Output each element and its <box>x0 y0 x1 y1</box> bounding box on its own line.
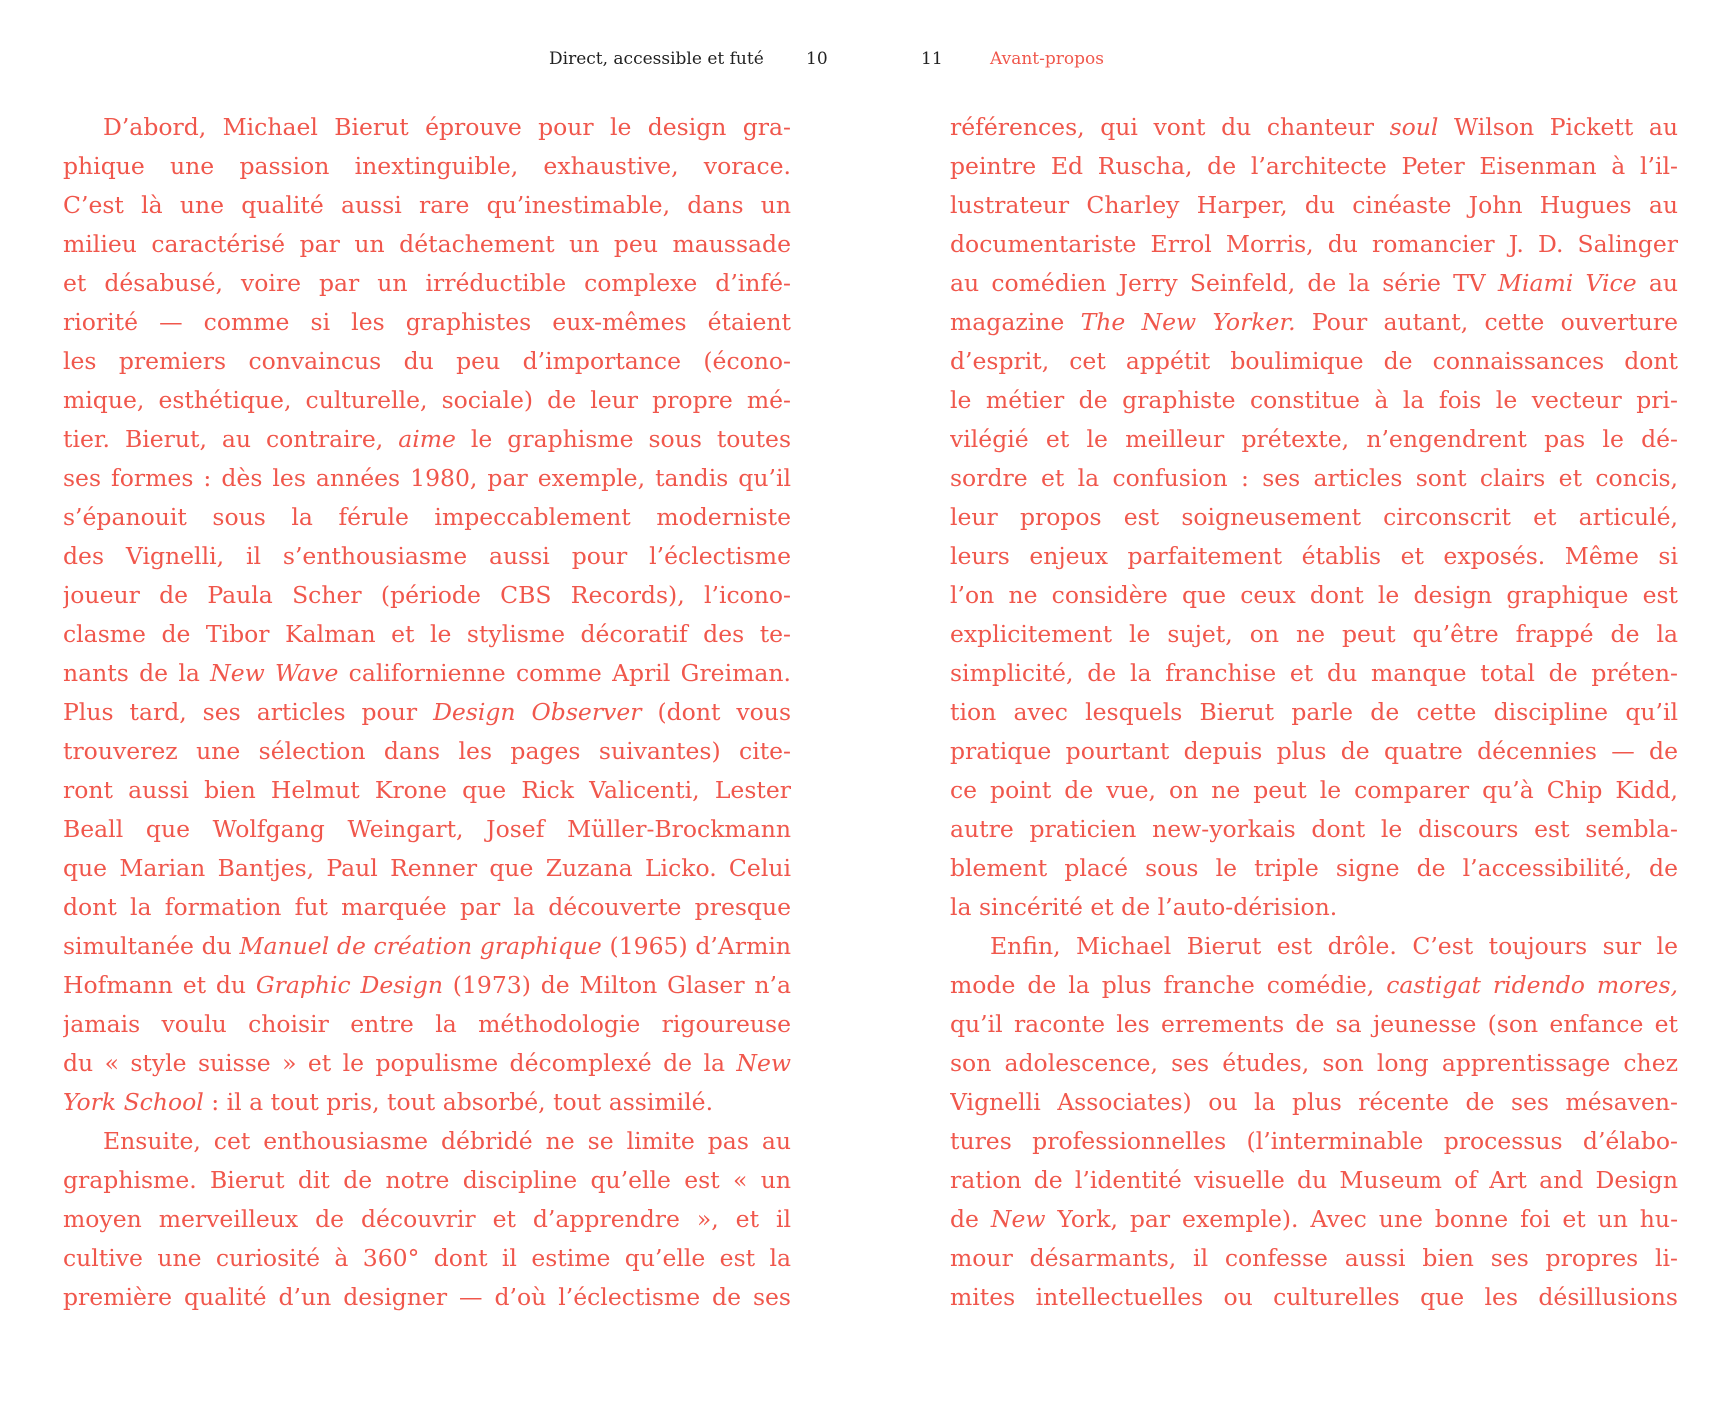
text-line: simultanée du Manuel de création graphique (1965) d’Armin <box>63 932 791 960</box>
text-line: de New York, par exemple). Avec une bonne foi et un hu- <box>950 1205 1678 1233</box>
text-line: clasme de Tibor Kalman et le stylisme décoratif des te- <box>63 620 791 648</box>
italic-phrase: Graphic Design <box>255 971 443 999</box>
text-line: blement placé sous le triple signe de l’accessibilité, de <box>950 854 1678 882</box>
text-line: son adolescence, ses études, son long apprentissage chez <box>950 1049 1678 1077</box>
italic-phrase: Miami Vice <box>1497 269 1637 297</box>
text-line: vilégié et le meilleur prétexte, n’engendrent pas le dé- <box>950 425 1678 453</box>
text-line: simplicité, de la franchise et du manque total de préten- <box>950 659 1678 687</box>
text-line: lustrateur Charley Harper, du cinéaste John Hugues au <box>950 191 1678 219</box>
text-line: au comédien Jerry Seinfeld, de la série TV Miami Vice au <box>950 269 1678 297</box>
italic-phrase: New <box>1141 308 1197 336</box>
italic-phrase: aime <box>398 425 456 453</box>
text-line: peintre Ed Ruscha, de l’architecte Peter Eisenman à l’il- <box>950 152 1678 180</box>
text-line: tures professionnelles (l’interminable processus d’élabo- <box>950 1127 1678 1155</box>
text-line: dont la formation fut marquée par la découverte presque <box>63 893 791 921</box>
italic-phrase: New <box>990 1205 1046 1233</box>
text-line: autre praticien new-yorkais dont le discours est sembla- <box>950 815 1678 843</box>
text-line: trouverez une sélection dans les pages suivantes) cite- <box>63 737 791 765</box>
text-line: des Vignelli, il s’enthousiasme aussi pour l’éclectisme <box>63 542 791 570</box>
left-page-text-column <box>63 108 791 1317</box>
text-line: D’abord, Michael Bierut éprouve pour le design gra- <box>103 113 791 141</box>
text-line: mode de la plus franche comédie, castigat ridendo mores, <box>950 971 1678 999</box>
running-head-right-title: Avant-propos <box>990 49 1104 69</box>
text-line: moyen merveilleux de découvrir et d’apprendre », et il <box>63 1205 791 1233</box>
text-line: magazine The New Yorker. Pour autant, cette ouverture <box>950 308 1678 336</box>
text-line: Vignelli Associates) ou la plus récente de ses mésaven- <box>950 1088 1678 1116</box>
text-line: Ensuite, cet enthousiasme débridé ne se limite pas au <box>103 1127 791 1155</box>
text-line: mites intellectuelles ou culturelles que les désillusions <box>950 1283 1678 1311</box>
text-line: Hofmann et du Graphic Design (1973) de Milton Glaser n’a <box>63 971 791 999</box>
text-line: phique une passion inextinguible, exhaustive, vorace. <box>63 152 791 180</box>
italic-phrase: Design Observer <box>433 698 642 726</box>
text-line: ses formes : dès les années 1980, par exemple, tandis qu’il <box>63 464 791 492</box>
italic-phrase: The New Yorker. <box>1080 308 1296 336</box>
text-line: C’est là une qualité aussi rare qu’inestimable, dans un <box>63 191 791 219</box>
text-line: leurs enjeux parfaitement établis et exposés. Même si <box>950 542 1678 570</box>
italic-phrase: New Wave <box>210 659 339 687</box>
text-line: York School : il a tout pris, tout absorbé, tout assimilé. <box>63 1088 714 1116</box>
text-line: documentariste Errol Morris, du romancier J. D. Salinger <box>950 230 1678 258</box>
text-line: leur propos est soigneusement circonscrit et articulé, <box>950 503 1678 531</box>
text-line: sordre et la confusion : ses articles sont clairs et concis, <box>950 464 1678 492</box>
text-line: la sincérité et de l’auto-dérision. <box>950 893 1338 921</box>
right-page-text-column <box>950 108 1678 1317</box>
page-number-left: 10 <box>806 49 828 69</box>
text-line: ront aussi bien Helmut Krone que Rick Valicenti, Lester <box>63 776 791 804</box>
text-line: graphisme. Bierut dit de notre discipline qu’elle est « un <box>63 1166 791 1194</box>
text-line: riorité — comme si les graphistes eux-mêmes étaient <box>63 308 791 336</box>
text-line: nants de la New Wave californienne comme April Greiman. <box>63 659 791 687</box>
text-line: et désabusé, voire par un irréductible complexe d’infé- <box>63 269 791 297</box>
text-line: tier. Bierut, au contraire, aime le graphisme sous toutes <box>63 425 791 453</box>
text-line: première qualité d’un designer — d’où l’éclectisme de ses <box>63 1283 791 1311</box>
text-line: d’esprit, cet appétit boulimique de connaissances dont <box>950 347 1678 375</box>
text-line: références, qui vont du chanteur soul Wilson Pickett au <box>950 113 1678 141</box>
text-line: tion avec lesquels Bierut parle de cette discipline qu’il <box>950 698 1678 726</box>
text-line: du « style suisse » et le populisme décomplexé de la New <box>63 1049 791 1077</box>
text-line: le métier de graphiste constitue à la fois le vecteur pri- <box>950 386 1678 414</box>
italic-phrase: York School <box>63 1088 204 1116</box>
text-line: jamais voulu choisir entre la méthodologie rigoureuse <box>63 1010 791 1038</box>
italic-phrase: soul <box>1389 113 1439 141</box>
text-line: Beall que Wolfgang Weingart, Josef Müller-Brockmann <box>63 815 791 843</box>
text-line: qu’il raconte les errements de sa jeunesse (son enfance et <box>950 1010 1678 1038</box>
page-number-right: 11 <box>921 49 943 69</box>
text-line: ration de l’identité visuelle du Museum of Art and Design <box>950 1166 1678 1194</box>
italic-phrase: New <box>736 1049 791 1077</box>
italic-phrase: castigat ridendo mores, <box>1386 971 1678 999</box>
running-head-left-title: Direct, accessible et futé <box>549 49 764 69</box>
text-line: que Marian Bantjes, Paul Renner que Zuzana Licko. Celui <box>63 854 791 882</box>
italic-phrase: Manuel de création graphique <box>239 932 602 960</box>
text-line: l’on ne considère que ceux dont le design graphique est <box>950 581 1678 609</box>
text-line: Enfin, Michael Bierut est drôle. C’est toujours sur le <box>990 932 1678 960</box>
text-line: cultive une curiosité à 360° dont il estime qu’elle est la <box>63 1244 791 1272</box>
text-line: s’épanouit sous la férule impeccablement moderniste <box>63 503 791 531</box>
text-line: explicitement le sujet, on ne peut qu’être frappé de la <box>950 620 1678 648</box>
text-line: pratique pourtant depuis plus de quatre décennies — de <box>950 737 1678 765</box>
text-line: mique, esthétique, culturelle, sociale) de leur propre mé- <box>63 386 791 414</box>
text-line: ce point de vue, on ne peut le comparer qu’à Chip Kidd, <box>950 776 1678 804</box>
text-line: Plus tard, ses articles pour Design Observer (dont vous <box>63 698 791 726</box>
text-line: joueur de Paula Scher (période CBS Records), l’icono- <box>63 581 791 609</box>
text-line: milieu caractérisé par un détachement un peu maussade <box>63 230 791 258</box>
text-line: les premiers convaincus du peu d’importance (écono- <box>63 347 791 375</box>
text-line: mour désarmants, il confesse aussi bien ses propres li- <box>950 1244 1678 1272</box>
